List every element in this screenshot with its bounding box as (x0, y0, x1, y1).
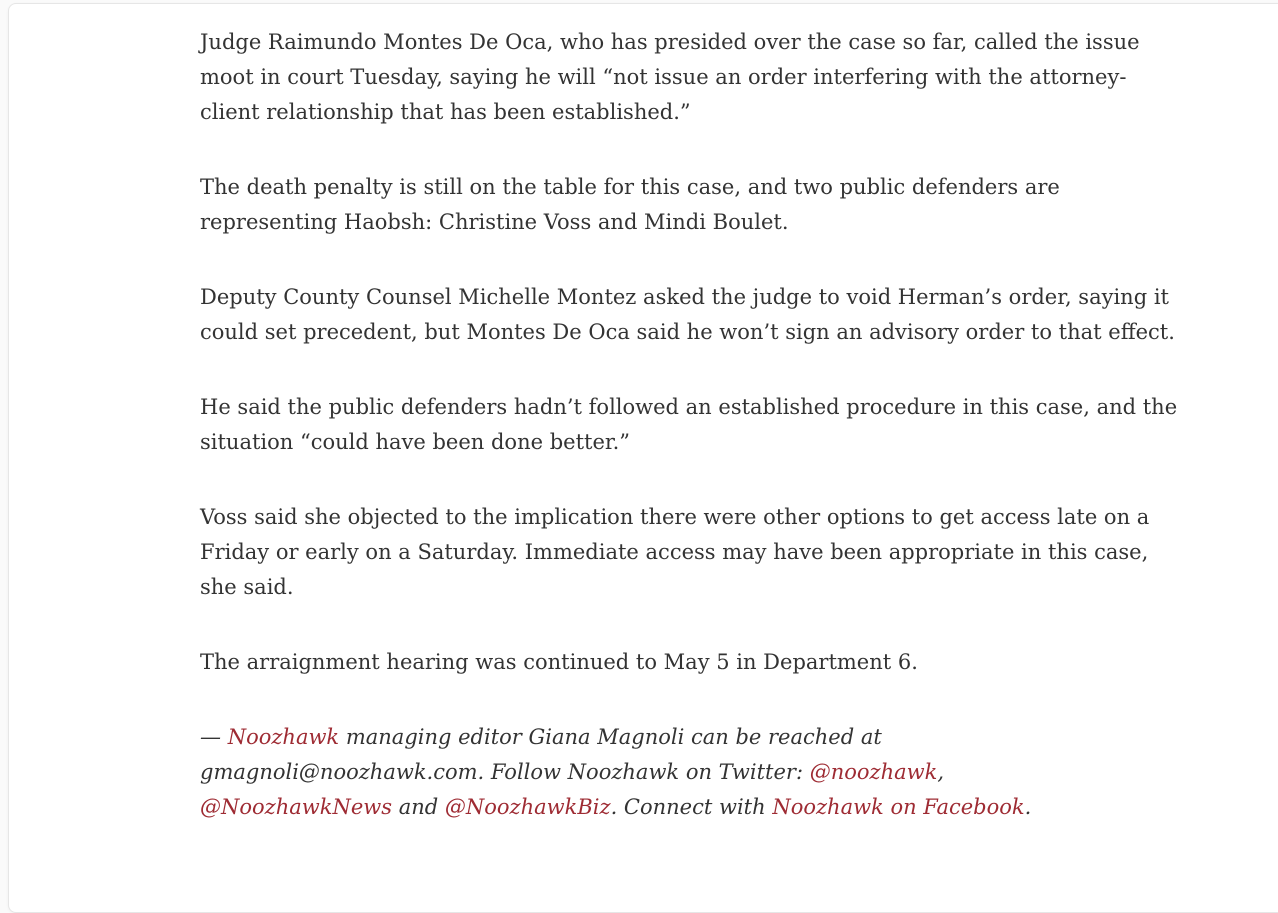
byline-line (200, 720, 1185, 755)
article-card (8, 3, 1278, 913)
article-paragraph: Deputy County Counsel Michelle Montez asked the judge to void Herman’s order, saying it could set precedent, but Montes De Oca said he won’t sign an advisory order to that effect. (200, 285, 1175, 344)
article-byline (200, 720, 1185, 825)
link-twitter-noozhawknews[interactable]: @NoozhawkNews (200, 795, 393, 819)
byline-line (200, 790, 1185, 825)
link-noozhawk[interactable]: Noozhawk (227, 725, 340, 749)
byline-line (200, 755, 1185, 790)
byline-text: , (937, 760, 945, 784)
byline-text: gmagnoli@noozhawk.com. Follow Noozhawk on Twitter: (200, 760, 810, 784)
byline-text: and (392, 795, 445, 819)
article-paragraph: The death penalty is still on the table for this case, and two public defenders are representing Haobsh: Christine Voss and Mindi Boulet. (200, 175, 1060, 234)
link-twitter-noozhawk[interactable]: @noozhawk (809, 760, 938, 784)
byline-text: — (200, 725, 228, 749)
article-paragraph: The arraignment hearing was continued to May 5 in Department 6. (200, 650, 918, 674)
article-paragraph: He said the public defenders hadn’t followed an established procedure in this case, and the situation “could have been done better.” (200, 395, 1178, 454)
article-body (200, 25, 1185, 825)
byline-text: . (1024, 795, 1032, 819)
article-paragraph: Judge Raimundo Montes De Oca, who has presided over the case so far, called the issue moot in court Tuesday, saying he will “not issue an order interfering with the attorney-client relationship that has been established.” (200, 30, 1140, 124)
article-paragraph: Voss said she objected to the implication there were other options to get access late on a Friday or early on a Saturday. Immediate access may have been appropriate in this case, she said. (200, 505, 1150, 599)
byline-text: managing editor Giana Magnoli can be reached at (339, 725, 882, 749)
link-noozhawk-facebook[interactable]: Noozhawk on Facebook (772, 795, 1025, 819)
link-twitter-noozhawkbiz[interactable]: @NoozhawkBiz (444, 795, 611, 819)
byline-text: . Connect with (610, 795, 773, 819)
